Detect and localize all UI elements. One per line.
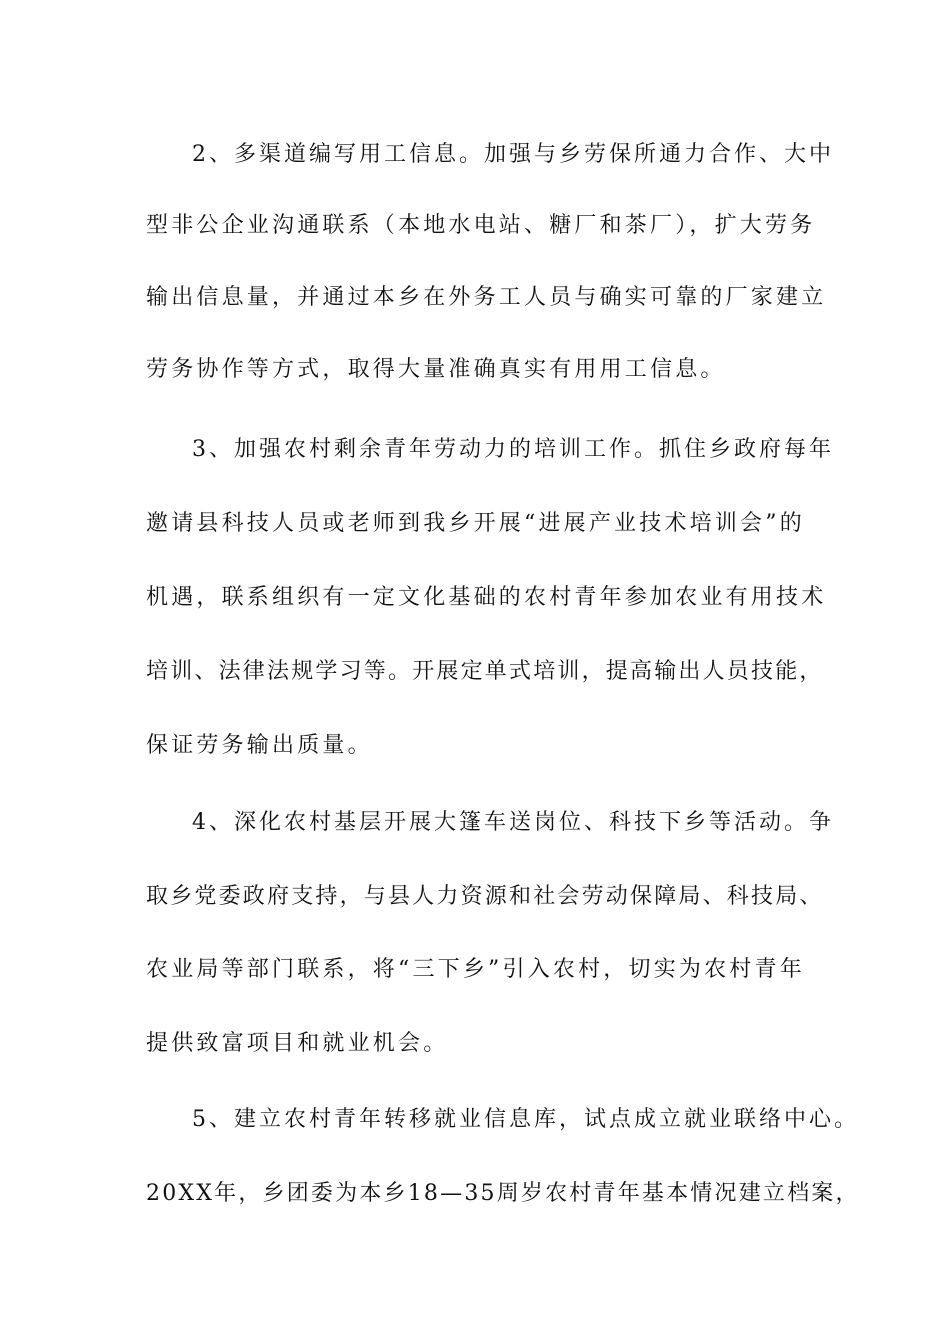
paragraph-4-line-4: 提供致富项目和就业机会。 [146, 1031, 449, 1056]
paragraph-2-line-3: 输出信息量，并通过本乡在外务工人员与确实可靠的厂家建立 [146, 285, 827, 310]
paragraph-3-line-1: 3、加强农村剩余青年劳动力的培训工作。抓住乡政府每年 [192, 437, 834, 462]
paragraph-3-line-4: 培训、法律法规学习等。开展定单式培训，提高输出人员技能， [146, 659, 824, 684]
paragraph-2-line-1: 2、多渠道编写用工信息。加强与乡劳保所通力合作、大中 [192, 142, 834, 167]
paragraph-5-line-2: 20XX年，乡团委为本乡18—35周岁农村青年基本情况建立档案， [146, 1181, 860, 1206]
paragraph-3-line-3: 机遇，联系组织有一定文化基础的农村青年参加农业有用技术 [146, 585, 827, 610]
paragraph-4-line-3: 农业局等部门联系，将“三下乡”引入农村，切实为农村青年 [146, 957, 805, 982]
paragraph-3-line-5: 保证劳务输出质量。 [146, 733, 373, 758]
paragraph-5-line-1: 5、建立农村青年转移就业信息库，试点成立就业联络中心。 [192, 1107, 859, 1132]
paragraph-2-line-2: 型非公企业沟通联系（本地水电站、糖厂和茶厂），扩大劳务 [146, 213, 816, 238]
paragraph-2-line-4: 劳务协作等方式，取得大量准确真实有用用工信息。 [146, 357, 726, 382]
paragraph-3-line-2: 邀请县科技人员或老师到我乡开展“进展产业技术培训会”的 [146, 511, 805, 536]
paragraph-4-line-1: 4、深化农村基层开展大篷车送岗位、科技下乡等活动。争 [192, 810, 834, 835]
paragraph-4-line-2: 取乡党委政府支持，与县人力资源和社会劳动保障局、科技局、 [146, 884, 824, 909]
